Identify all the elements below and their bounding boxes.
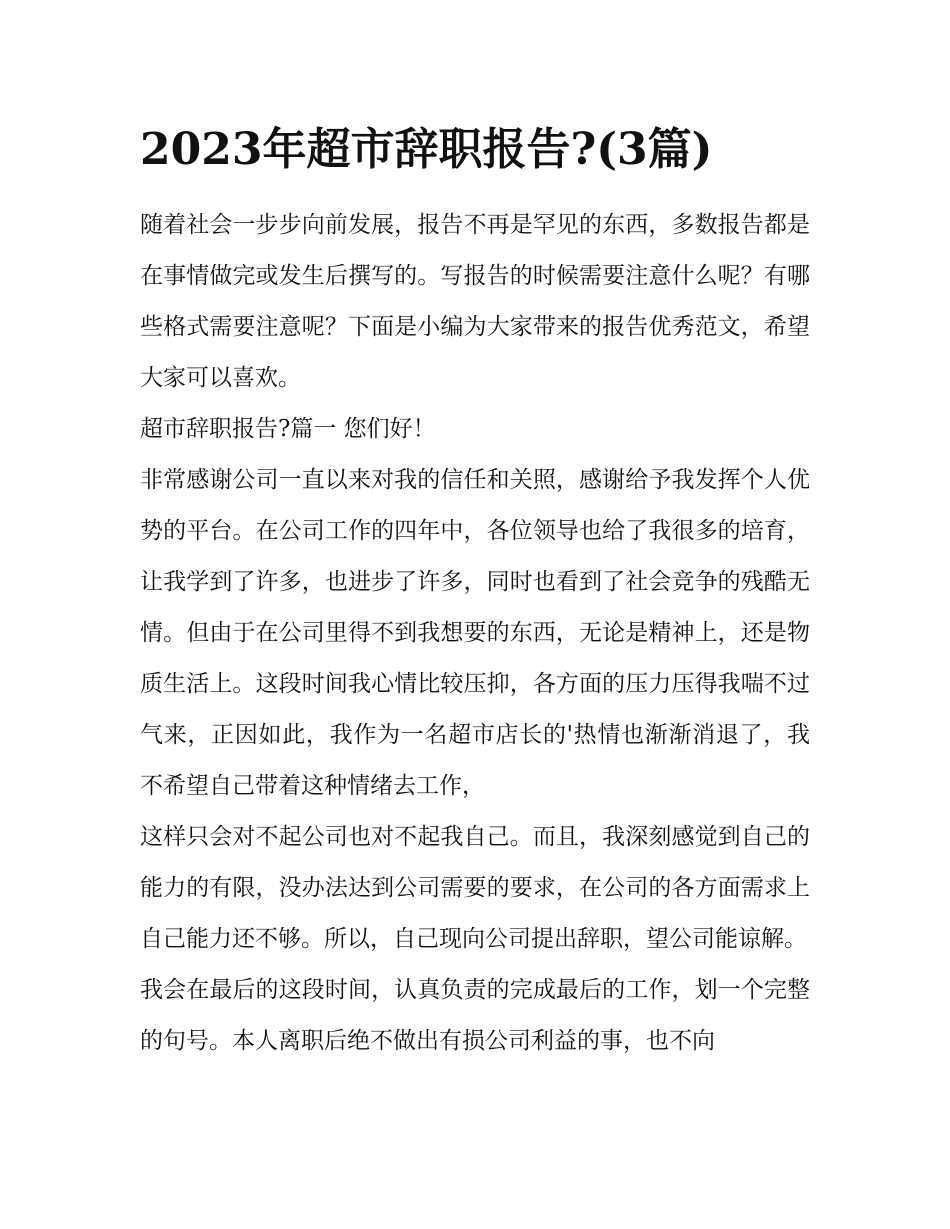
body-paragraph: 我会在最后的这段时间，认真负责的完成最后的工作，划一个完整的句号。本人离职后绝不做出有损公司利益的事，也不向 [140,977,810,1054]
intro-paragraph: 随着社会一步步向前发展，报告不再是罕见的东西，多数报告都是在事情做完或发生后撰写的。写报告的时候需要注意什么呢？有哪些格式需要注意呢？下面是小编为大家带来的报告优秀范文，希望大家可以喜欢。 [140,212,810,391]
body-paragraph: 非常感谢公司一直以来对我的信任和关照，感谢给予我发挥个人优势的平台。在公司工作的四年中，各位领导也给了我很多的培育，让我学到了许多，也进步了许多，同时也看到了社会竞争的残酷无情。但由于在公司里得不到我想要的东西，无论是精神上，还是物质生活上。这段时间我心情比较压抑，各方面的压力压得我喘不过气来，正因如此，我作为一名超市店长的'热情也渐渐消退了，我不希望自己带着这种情绪去工作， [140,467,810,799]
body-paragraph: 这样只会对不起公司也对不起我自己。而且，我深刻感觉到自己的能力的有限，没办法达到公司需要的要求，在公司的各方面需求上自己能力还不够。所以，自己现向公司提出辞职，望公司能谅解。 [140,824,810,952]
section-heading-paragraph: 超市辞职报告?篇一 您们好！ [140,416,436,442]
document-title: 2023年超市辞职报告?(3篇) [140,124,713,175]
